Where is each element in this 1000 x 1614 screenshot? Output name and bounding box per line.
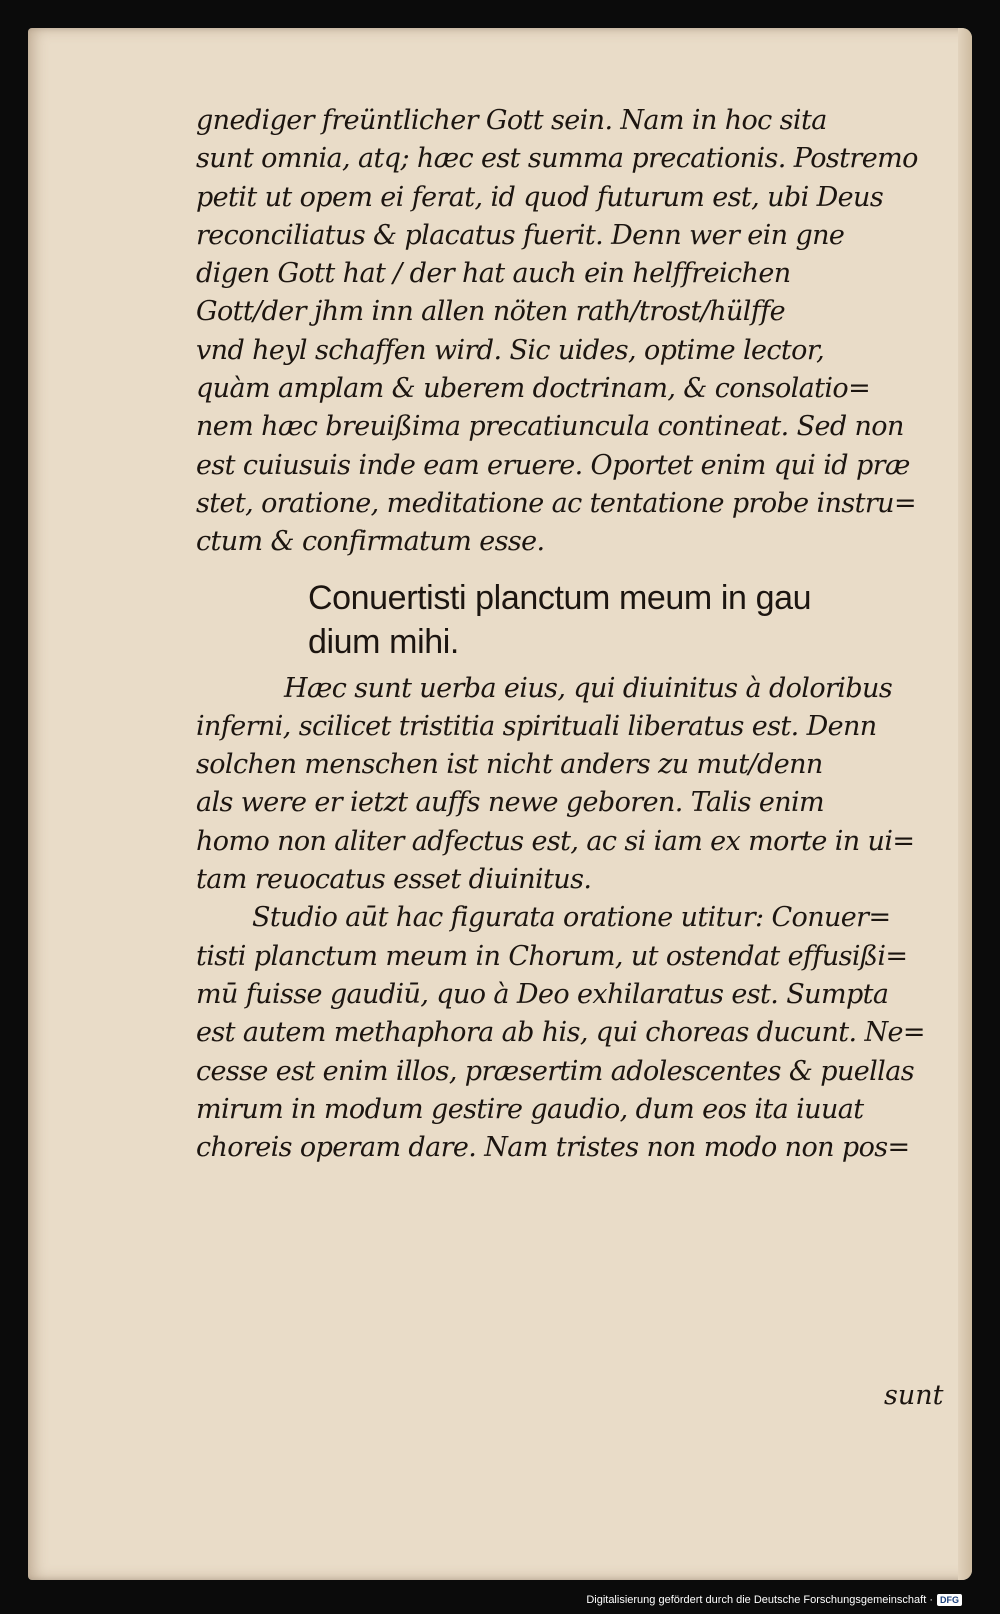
text-line: solchen menschen ist nicht anders zu mut/denn: [196, 749, 823, 781]
text-line: digen Gott hat / der hat auch ein helffreichen: [196, 258, 791, 290]
text-line: ctum & confirmatum esse.: [196, 526, 545, 558]
text-line: mirum in modum gestire gaudio, dum eos ita iuuat: [196, 1093, 864, 1125]
page-edge: [958, 28, 972, 1580]
footer-credit: [586, 1594, 962, 1606]
text-line: mū fuisse gaudiū, quo à Deo exhilaratus est. Sumpta: [196, 978, 889, 1010]
text-line: quàm amplam & uberem doctrinam, & consolatio=: [196, 373, 871, 405]
text-line: stet, oratione, meditatione ac tentatione probe instru=: [196, 487, 916, 519]
text-line: gnediger freüntlicher Gott sein. Nam in hoc sita: [196, 105, 827, 136]
text-line: Studio aūt hac figurata oratione utitur: Conuer=: [252, 902, 891, 934]
text-line: choreis operam dare. Nam tristes non modo non pos=: [196, 1132, 910, 1164]
text-line: vnd heyl schaffen wird. Sic uides, optime lector,: [196, 334, 825, 366]
text-line: est autem methaphora ab his, qui choreas ducunt. Ne=: [196, 1017, 925, 1049]
text-line: reconciliatus & placatus fuerit. Denn wer ein gne: [196, 219, 845, 251]
heading-line: dium mihi.: [308, 622, 459, 661]
text-line: homo non aliter adfectus est, ac si iam ex morte in ui=: [196, 825, 915, 857]
heading-line: Conuertisti planctum meum in gau: [308, 578, 812, 617]
text-line: Hæc sunt uerba eius, qui diuinitus à doloribus: [284, 672, 893, 704]
text-line: inferni, scilicet tristitia spirituali liberatus est. Denn: [196, 710, 877, 742]
section-heading: [308, 576, 946, 664]
text-line: Gott/der jhm inn allen nöten rath/trost/hülffe: [196, 296, 786, 328]
footer-text: Digitalisierung gefördert durch die Deutsche Forschungsgemeinschaft ·: [586, 1594, 933, 1606]
text-line: nem hæc breuißima precatiuncula contineat. Sed non: [196, 411, 904, 443]
text-line: tisti planctum meum in Chorum, ut ostendat effusißi=: [196, 940, 908, 972]
page-text: [196, 102, 946, 1167]
dfg-logo-icon: DFG: [937, 1594, 962, 1606]
text-line: est cuiusuis inde eam eruere. Oportet enim qui id præ: [196, 449, 910, 481]
catchword: sunt: [884, 1380, 944, 1411]
text-line: sunt omnia, atq; hæc est summa precationis. Postremo: [196, 143, 918, 175]
text-line: petit ut opem ei ferat, id quod futurum est, ubi Deus: [196, 181, 884, 213]
text-line: cesse est enim illos, præsertim adolescentes & puellas: [196, 1055, 914, 1087]
text-line: als were er ietzt auffs newe geboren. Talis enim: [196, 787, 825, 819]
text-line: tam reuocatus esset diuinitus.: [196, 864, 592, 896]
